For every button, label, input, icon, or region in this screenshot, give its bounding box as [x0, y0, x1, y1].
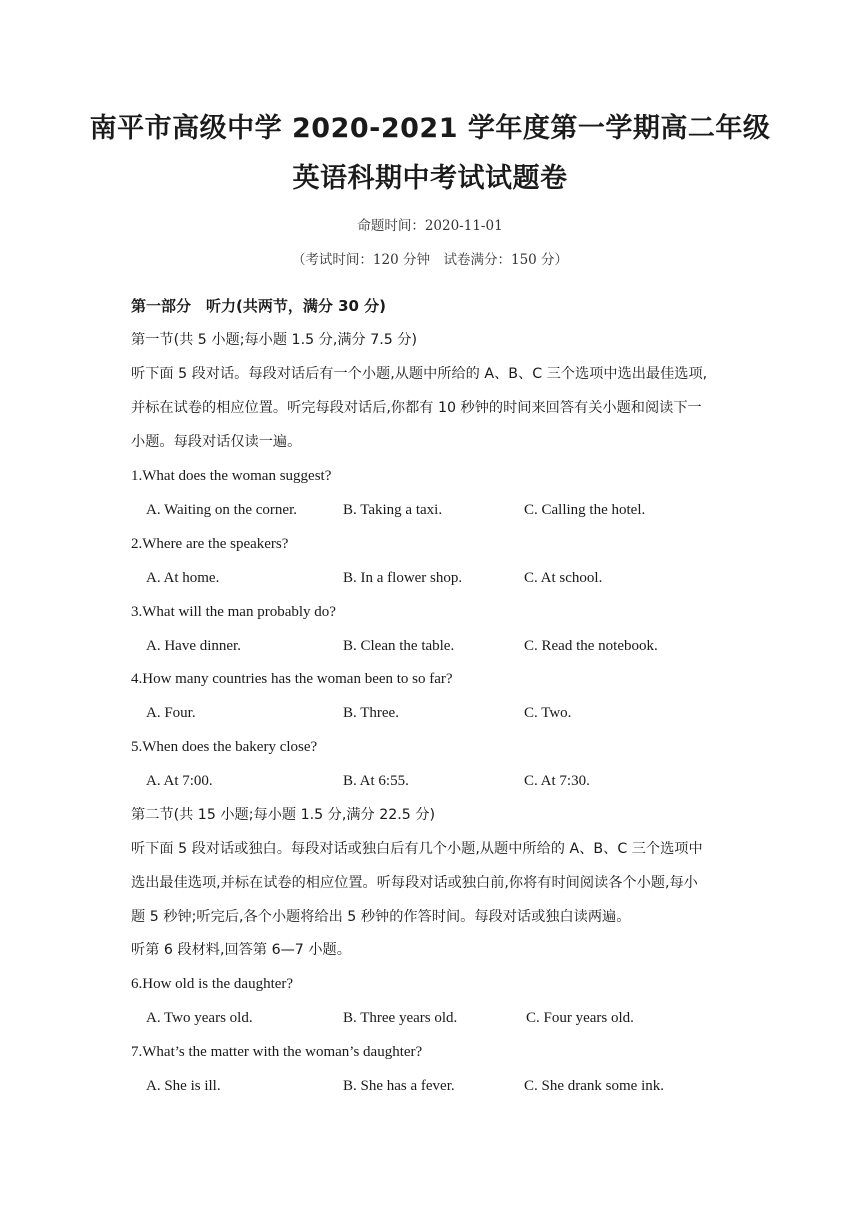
option-b: B. At 6:55. [343, 773, 409, 789]
option-c: C. Two. [524, 705, 572, 721]
question-stem: 5.When does the bakery close? [131, 739, 318, 755]
option-c: C. At school. [524, 570, 603, 586]
option-b: B. Three. [343, 705, 399, 721]
option-c: C. Calling the hotel. [524, 502, 646, 518]
option-c: C. Four years old. [526, 1010, 634, 1026]
option-b: B. Three years old. [343, 1010, 458, 1026]
question-stem: 4.How many countries has the woman been to so far? [131, 671, 453, 687]
section1-instruction-line: 并标在试卷的相应位置。听完每段对话后,你都有 10 秒钟的时间来回答有关小题和阅读下一 [131, 400, 702, 416]
option-b: B. Taking a taxi. [343, 502, 443, 518]
section2-instruction-line: 听下面 5 段对话或独白。每段对话或独白后有几个小题,从题中所给的 A、B、C 三个选项中 [131, 841, 703, 857]
part1-heading: 第一部分 听力(共两节，满分 30 分) [131, 297, 387, 315]
question-stem: 7.What’s the matter with the woman’s daughter? [131, 1044, 423, 1060]
option-a: A. She is ill. [146, 1078, 221, 1094]
option-c: C. She drank some ink. [524, 1078, 664, 1094]
section1-instruction-line: 听下面 5 段对话。每段对话后有一个小题,从题中所给的 A、B、C 三个选项中选出最佳选项, [131, 366, 708, 382]
question-stem: 3.What will the man probably do? [131, 604, 336, 620]
option-b: B. In a flower shop. [343, 570, 463, 586]
option-a: A. Have dinner. [146, 638, 241, 654]
question-stem: 6.How old is the daughter? [131, 976, 294, 992]
question-stem: 1.What does the woman suggest? [131, 468, 332, 484]
option-a: A. At 7:00. [146, 773, 213, 789]
exam-date: 命题时间：2020-11-01 [357, 218, 503, 234]
section1-heading: 第一节(共 5 小题;每小题 1.5 分,满分 7.5 分) [131, 332, 418, 348]
option-c: C. Read the notebook. [524, 638, 658, 654]
exam-title-line-1: 南平市高级中学 2020-2021 学年度第一学期高二年级 [89, 113, 771, 144]
option-b: B. She has a fever. [343, 1078, 455, 1094]
exam-title-line-2: 英语科期中考试试题卷 [292, 163, 568, 194]
section1-instruction-line: 小题。每段对话仅读一遍。 [131, 434, 302, 450]
option-a: A. Waiting on the corner. [146, 502, 297, 518]
option-a: A. Two years old. [146, 1010, 253, 1026]
section2-instruction-line: 选出最佳选项,并标在试卷的相应位置。听每段对话或独白前,你将有时间阅读各个小题,每小 [131, 875, 698, 891]
section2-heading: 第二节(共 15 小题;每小题 1.5 分,满分 22.5 分) [131, 807, 436, 823]
section2-instruction-line: 题 5 秒钟;听完后,各个小题将给出 5 秒钟的作答时间。每段对话或独白读两遍。 [131, 909, 631, 925]
option-a: A. Four. [146, 705, 196, 721]
option-c: C. At 7:30. [524, 773, 590, 789]
option-a: A. At home. [146, 570, 220, 586]
question-stem: 2.Where are the speakers? [131, 536, 289, 552]
exam-duration-score: （考试时间：120 分钟 试卷满分：150 分） [291, 252, 569, 268]
option-b: B. Clean the table. [343, 638, 455, 654]
material-note: 听第 6 段材料,回答第 6—7 小题。 [131, 942, 351, 958]
